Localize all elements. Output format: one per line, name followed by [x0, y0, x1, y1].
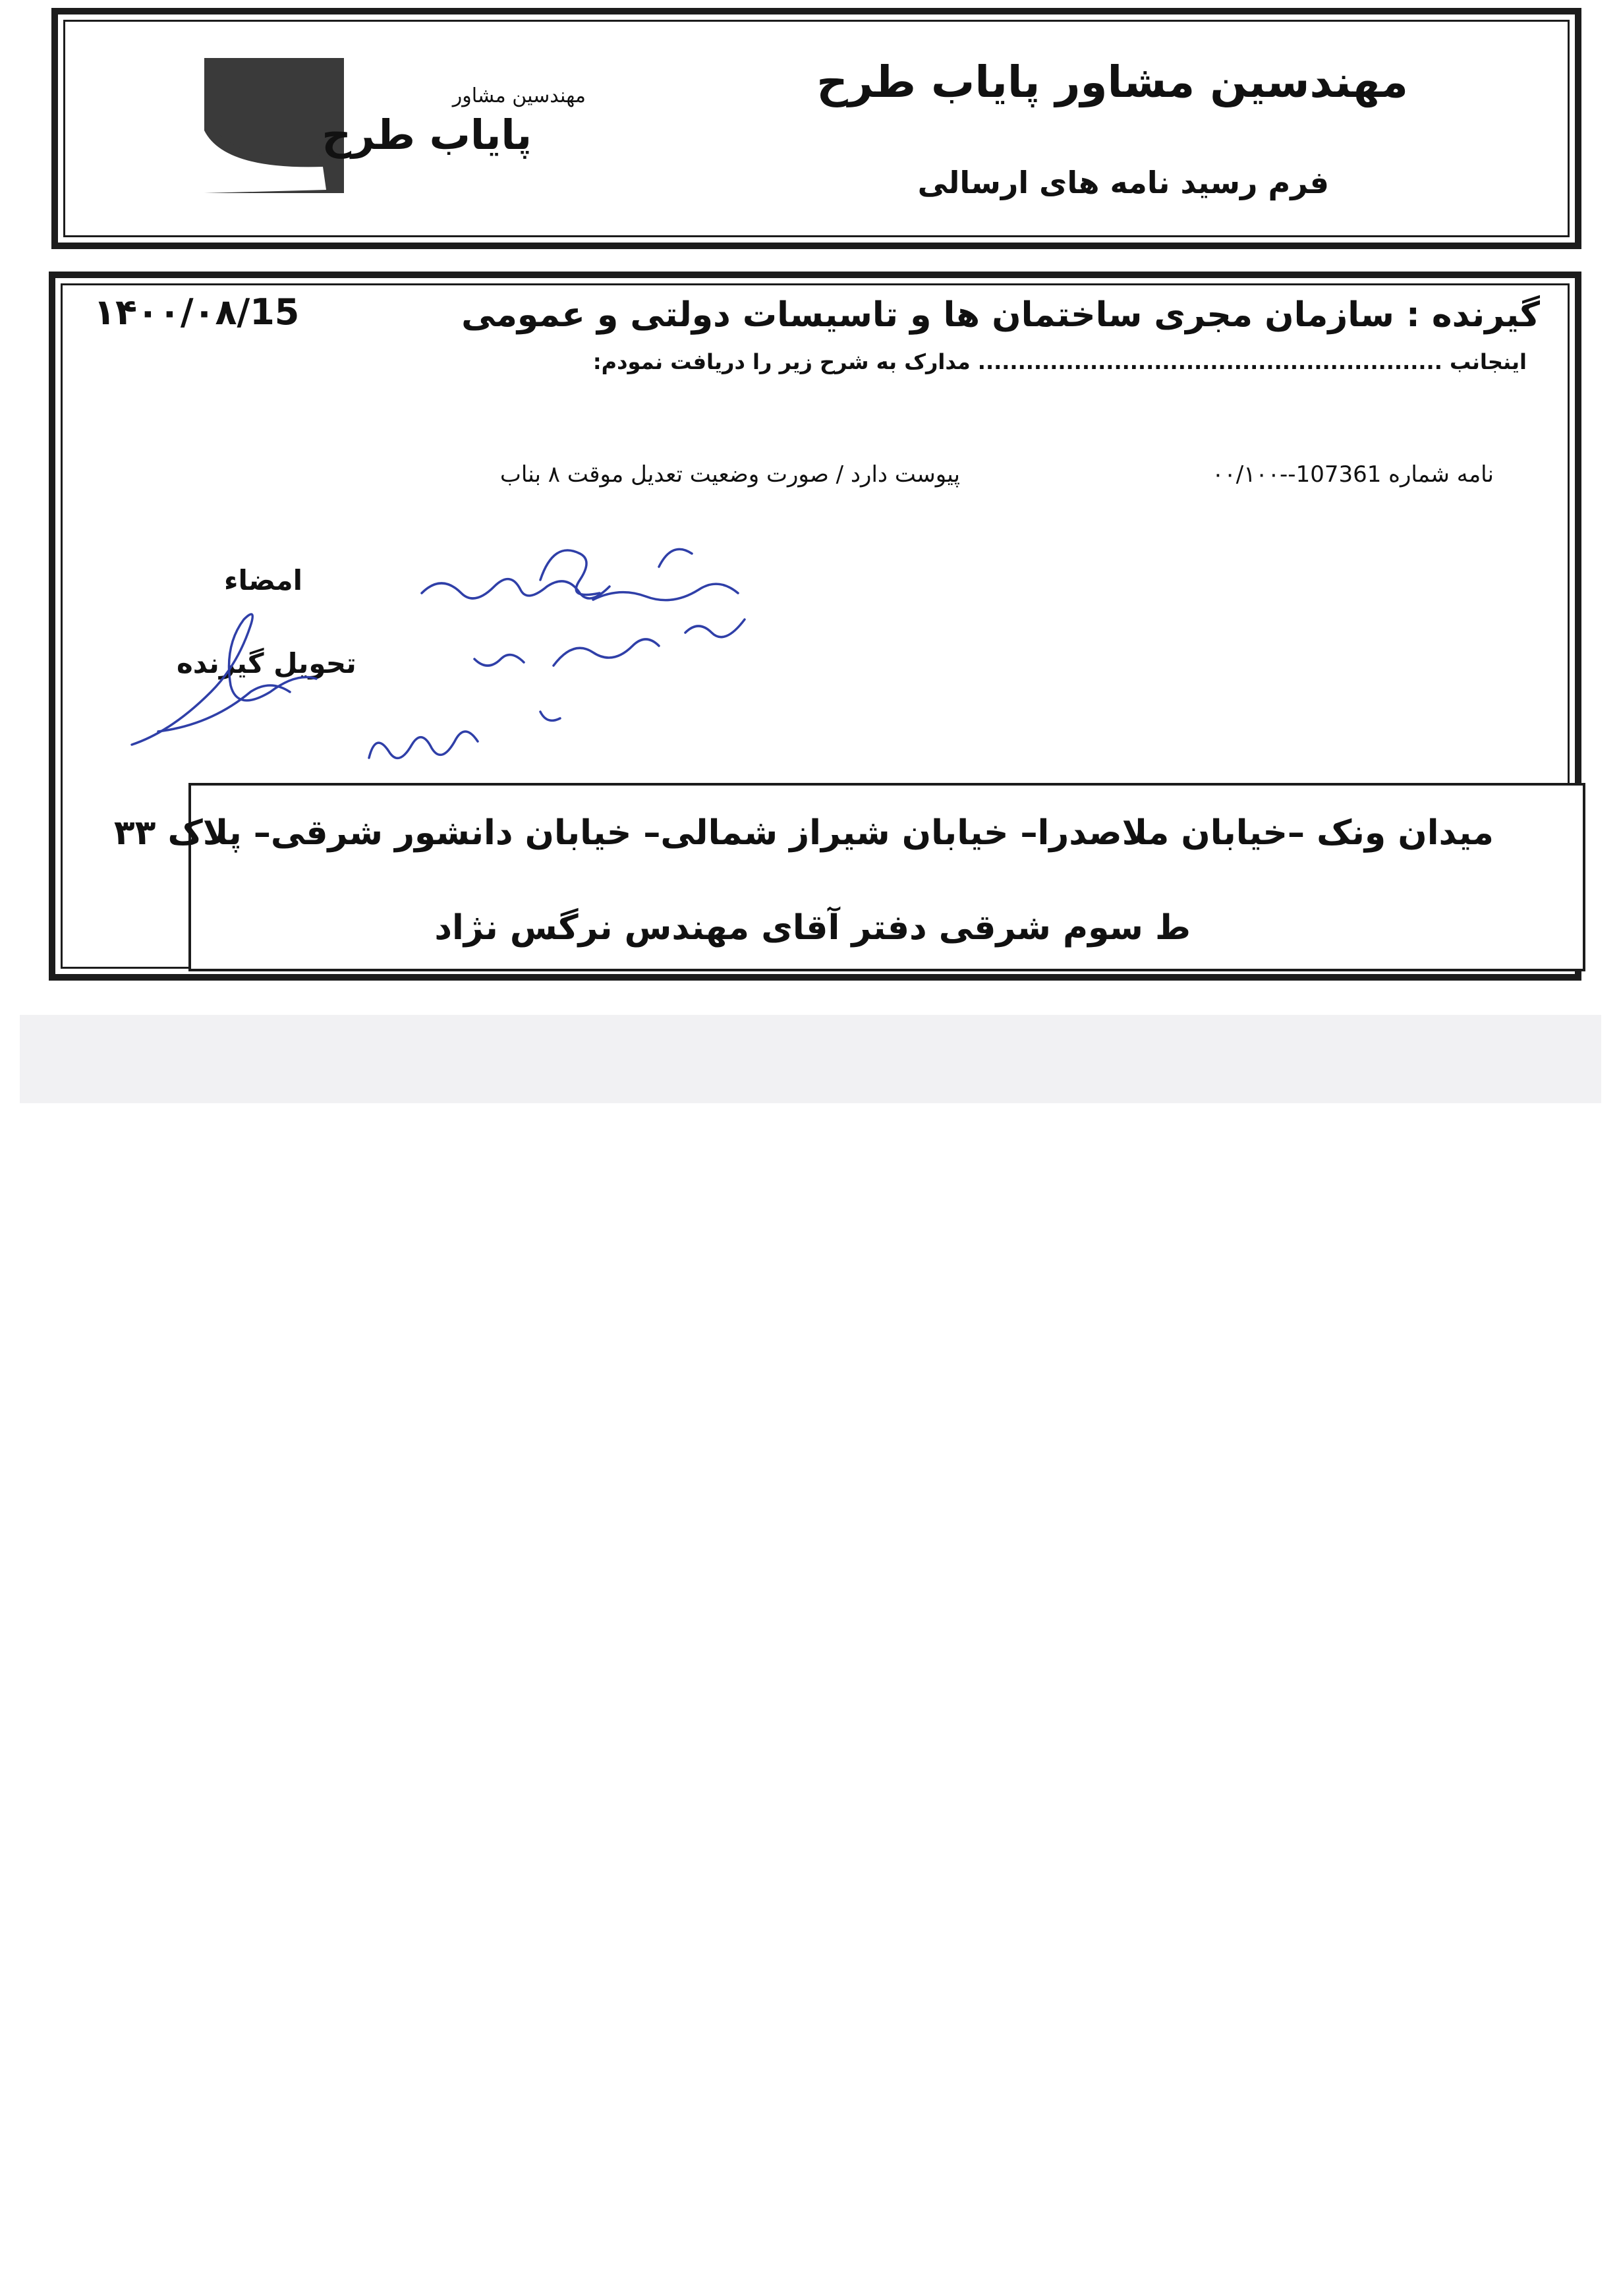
receipt-date: ۱۴۰۰/۰۸/15	[94, 291, 300, 333]
attachment-description: پیوست دارد / صورت وضعیت تعدیل موقت ۸ بناب	[499, 461, 960, 488]
letter-number: نامه شماره 107361--۰۰/۱۰۰	[1212, 461, 1494, 488]
company-name: مهندسین مشاور پایاب طرح	[816, 57, 1408, 107]
delivery-label: تحویل گیرنده	[177, 647, 356, 679]
address-line-1: میدان ونک –خیابان ملاصدرا– خیابان شیراز شمالی– خیابان دانشور شرقی– پلاک ۳۳	[113, 813, 1494, 853]
signature-label: امضاء	[224, 564, 303, 596]
logo-name: پایاب طرح	[322, 111, 532, 159]
confirmation-line: اینجانب .......................................................... مدارک به شرح زیر را دریافت نمودم:	[592, 349, 1527, 374]
logo-subtitle: مهندسین مشاور	[452, 84, 586, 107]
scan-artifact	[20, 1015, 1601, 1103]
form-title: فرم رسید نامه های ارسالی	[917, 165, 1329, 200]
recipient-line: گیرنده : سازمان مجری ساختمان ها و تاسیسات دولتی و عمومی	[461, 295, 1540, 335]
address-line-2: ط سوم شرقی دفتر آقای مهندس نرگس نژاد	[434, 908, 1191, 948]
